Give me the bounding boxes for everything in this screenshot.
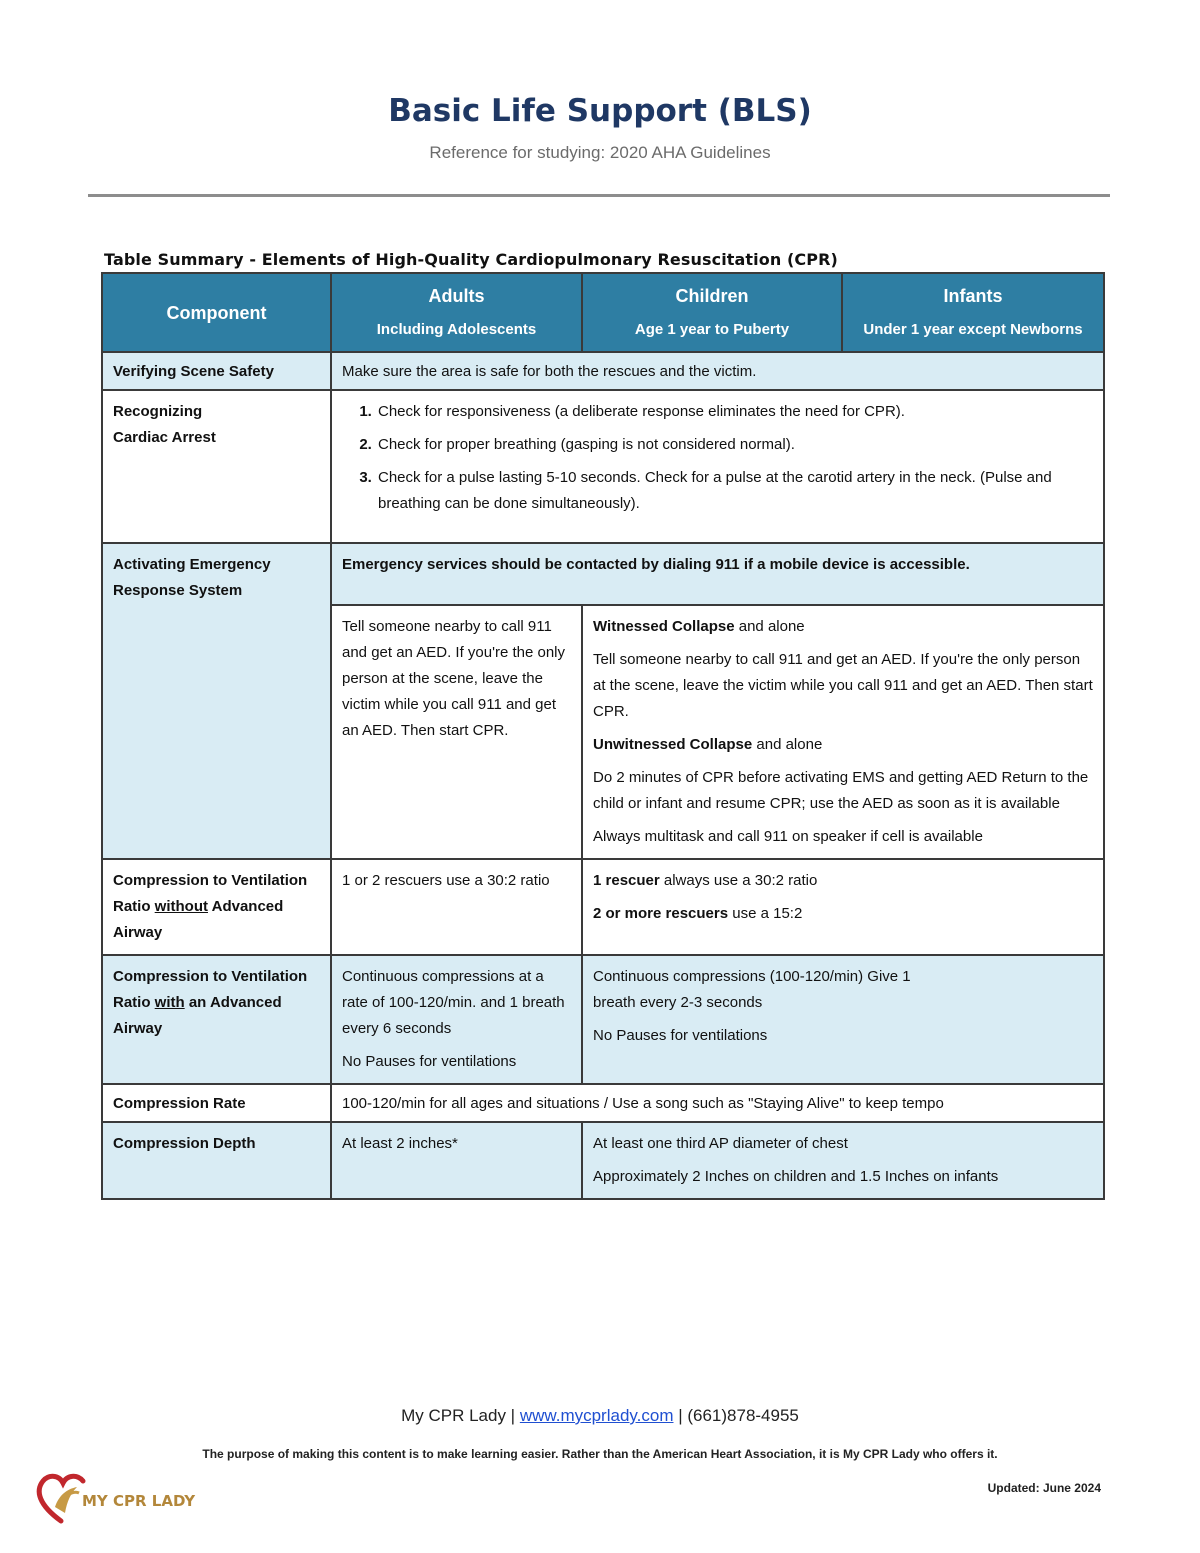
table-row — [102, 1122, 1104, 1199]
witnessed-label: Witnessed Collapse — [593, 618, 735, 635]
page-title: Basic Life Support (BLS) — [388, 93, 812, 129]
header-adults — [331, 273, 582, 352]
row-label-arrest-line1: Recognizing — [113, 403, 203, 420]
table-row — [102, 390, 1104, 543]
ratio-no-airway-children-infants — [582, 859, 1104, 955]
ems-banner: Emergency services should be contacted by dialing 911 if a mobile device is accessible. — [331, 543, 1104, 605]
label-part: Ratio — [113, 994, 155, 1011]
row-label-ems-line1: Activating Emergency — [113, 556, 271, 573]
list-item: 3. Check for a pulse lasting 5-10 seconds. Check for a pulse at the carotid artery in the neck. (Pulse and breathing can be done simultaneously). — [376, 465, 1093, 517]
one-rescuer — [593, 868, 1093, 894]
ratio-no-airway-adults: 1 or 2 rescuers use a 30:2 ratio — [331, 859, 582, 955]
ems-children-infants — [582, 605, 1104, 859]
divider — [88, 194, 1110, 197]
arrest-step-list — [342, 399, 1093, 517]
ems-adults: Tell someone nearby to call 911 and get an AED. If you're the only person at the scene, leave the victim while you call 911 and get an AED. Then start CPR. — [331, 605, 582, 859]
ratio-airway-adults — [331, 955, 582, 1084]
ratio-airway-adults-note: No Pauses for ventilations — [342, 1053, 517, 1070]
multitask-text: Always multitask and call 911 on speaker if cell is available — [593, 828, 983, 845]
unwitnessed-heading — [593, 732, 1093, 758]
page-subtitle: Reference for studying: 2020 AHA Guidelines — [429, 143, 771, 162]
two-rescuers — [593, 901, 1093, 927]
scene-text: Make sure the area is safe for both the rescues and the victim. — [331, 352, 1104, 390]
header-infants-sub: Under 1 year except Newborns — [863, 320, 1083, 338]
row-label-scene: Verifying Scene Safety — [102, 352, 331, 390]
label-part: Ratio — [113, 898, 155, 915]
table-row — [102, 955, 1104, 1084]
header-children-title: Children — [675, 285, 749, 306]
table-header-row — [102, 273, 1104, 352]
ratio-airway-child-note: No Pauses for ventilations — [593, 1027, 768, 1044]
header-infants — [842, 273, 1104, 352]
witnessed-text: Tell someone nearby to call 911 and get an AED. If you're the only person at the scene, leave the victim while you call 911 and get an AED. Then start CPR. — [593, 651, 1093, 720]
header-children-sub: Age 1 year to Puberty — [634, 320, 790, 338]
purpose-note: The purpose of making this content is to make learning easier. Rather than the American Heart Association, it is My CPR Lady who offers it. — [202, 1447, 998, 1461]
row-label-ratio-no-airway-line2 — [113, 894, 320, 946]
one-rescuer-text: always use a 30:2 ratio — [659, 872, 818, 889]
header-children — [582, 273, 842, 352]
row-label-ratio-airway-line1: Compression to Ventilation — [113, 968, 308, 985]
header-infants-title: Infants — [943, 285, 1003, 306]
website-link[interactable]: www.mycprlady.com — [519, 1406, 674, 1425]
row-label-depth: Compression Depth — [102, 1122, 331, 1199]
unwitnessed-label: Unwitnessed Collapse — [593, 736, 753, 753]
header-adults-sub: Including Adolescents — [376, 320, 537, 338]
witnessed-suffix: and alone — [734, 618, 805, 635]
label-underlined: with — [154, 994, 185, 1011]
rate-text: 100-120/min for all ages and situations / Use a song such as "Staying Alive" to keep tempo — [331, 1084, 1104, 1122]
list-item: 1. Check for responsiveness (a deliberate response eliminates the need for CPR). — [376, 399, 1093, 425]
table-row — [102, 1084, 1104, 1122]
unwitnessed-text: Do 2 minutes of CPR before activating EMS and getting AED Return to the child or infant and resume CPR; use the AED as soon as it is available — [593, 769, 1089, 812]
label-underlined: without — [154, 898, 208, 915]
table-row — [102, 543, 1104, 605]
table-row — [102, 352, 1104, 390]
list-item: 2. Check for proper breathing (gasping is not considered normal). — [376, 432, 1093, 458]
row-label-arrest-line2: Cardiac Arrest — [113, 429, 216, 446]
row-label-ratio-no-airway-line1: Compression to Ventilation — [113, 872, 308, 889]
depth-child-note: Approximately 2 Inches on children and 1.5 Inches on infants — [593, 1168, 999, 1185]
unwitnessed-suffix: and alone — [752, 736, 823, 753]
witnessed-heading — [593, 614, 1093, 640]
label-part: Advanced Airway — [113, 898, 284, 941]
depth-adults: At least 2 inches* — [331, 1122, 582, 1199]
ratio-airway-adults-text: Continuous compressions at a rate of 100-120/min. and 1 breath every 6 seconds — [342, 968, 565, 1037]
row-label-ratio-airway-line2 — [113, 990, 320, 1042]
table-caption: Table Summary - Elements of High-Quality Cardiopulmonary Resuscitation (CPR) — [104, 250, 838, 269]
row-label-rate: Compression Rate — [102, 1084, 331, 1122]
footer-contact — [0, 1406, 1200, 1426]
one-rescuer-label: 1 rescuer — [593, 872, 660, 889]
ratio-airway-children-infants — [582, 955, 1104, 1084]
depth-children-infants — [582, 1122, 1104, 1199]
cpr-elements-table — [101, 272, 1105, 1200]
table-row — [102, 859, 1104, 955]
ratio-airway-child-text: Continuous compressions (100-120/min) Give 1 breath every 2-3 seconds — [593, 968, 911, 1011]
label-part: an Advanced Airway — [113, 994, 282, 1037]
two-rescuers-label: 2 or more rescuers — [593, 905, 729, 922]
two-rescuers-text: use a 15:2 — [728, 905, 803, 922]
updated-date: Updated: June 2024 — [987, 1481, 1101, 1495]
row-label-ratio-airway — [102, 955, 331, 1084]
header-adults-title: Adults — [428, 285, 485, 306]
footer-org: My CPR Lady | — [401, 1406, 520, 1425]
row-label-arrest — [102, 390, 331, 543]
logo-text: MY CPR LADY — [82, 1492, 196, 1510]
row-label-ratio-no-airway — [102, 859, 331, 955]
arrest-steps — [331, 390, 1104, 543]
row-label-ems-line2: Response System — [113, 582, 243, 599]
row-label-ems — [102, 543, 331, 859]
depth-child-text: At least one third AP diameter of chest — [593, 1135, 848, 1152]
header-component: Component — [102, 273, 331, 352]
footer-phone: | (661)878-4955 — [673, 1406, 799, 1425]
